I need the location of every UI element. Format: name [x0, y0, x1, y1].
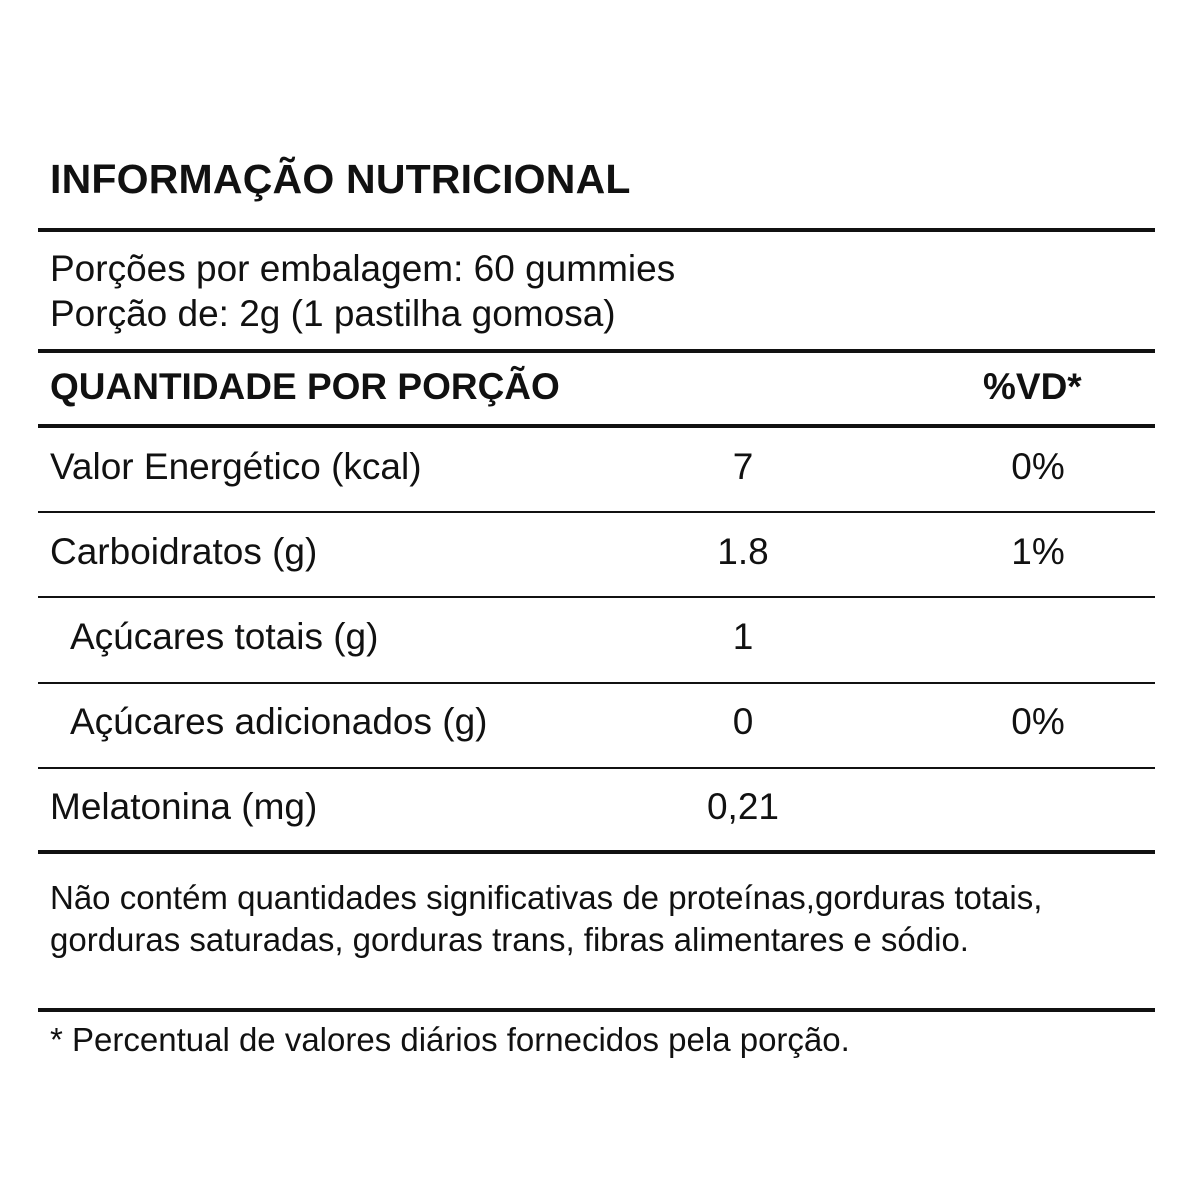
divider — [38, 1008, 1155, 1012]
label-title: INFORMAÇÃO NUTRICIONAL — [50, 156, 631, 202]
nutrient-amount: 0,21 — [706, 786, 779, 827]
nutrient-amount: 1.8 — [717, 531, 769, 572]
nutrient-name: Carboidratos (g) — [50, 531, 318, 572]
daily-value-header: %VD* — [983, 366, 1082, 407]
nutrient-name: Açúcares totais (g) — [70, 616, 379, 657]
nutrient-amount: 0 — [732, 701, 754, 742]
nutrition-facts-panel — [38, 0, 1155, 1200]
divider — [38, 228, 1155, 232]
row-divider — [38, 682, 1155, 684]
nutrient-name: Valor Energético (kcal) — [50, 446, 422, 487]
nutrient-daily-value: 0% — [1011, 701, 1065, 742]
nutrient-daily-value: 0% — [1011, 446, 1065, 487]
divider — [38, 349, 1155, 353]
serving-size: Porção de: 2g (1 pastilha gomosa) — [50, 293, 616, 334]
nutrient-name: Açúcares adicionados (g) — [70, 701, 488, 742]
row-divider — [38, 511, 1155, 513]
nutrient-daily-value: 1% — [1011, 531, 1065, 572]
daily-value-footnote: * Percentual de valores diários fornecidos pela porção. — [50, 1021, 850, 1058]
not-significant-note: Não contém quantidades significativas de proteínas,gorduras totais, gorduras saturadas, gorduras trans, fibras alimentares e sódio. — [50, 879, 1043, 958]
serving-info — [50, 246, 675, 336]
quantity-per-serving-header: QUANTIDADE POR PORÇÃO — [50, 366, 560, 407]
nutrient-amount: 7 — [732, 446, 754, 487]
row-divider — [38, 596, 1155, 598]
divider — [38, 424, 1155, 428]
row-divider — [38, 767, 1155, 769]
divider — [38, 850, 1155, 854]
servings-per-package: Porções por embalagem: 60 gummies — [50, 248, 676, 289]
nutrient-amount: 1 — [732, 616, 754, 657]
nutrient-name: Melatonina (mg) — [50, 786, 318, 827]
